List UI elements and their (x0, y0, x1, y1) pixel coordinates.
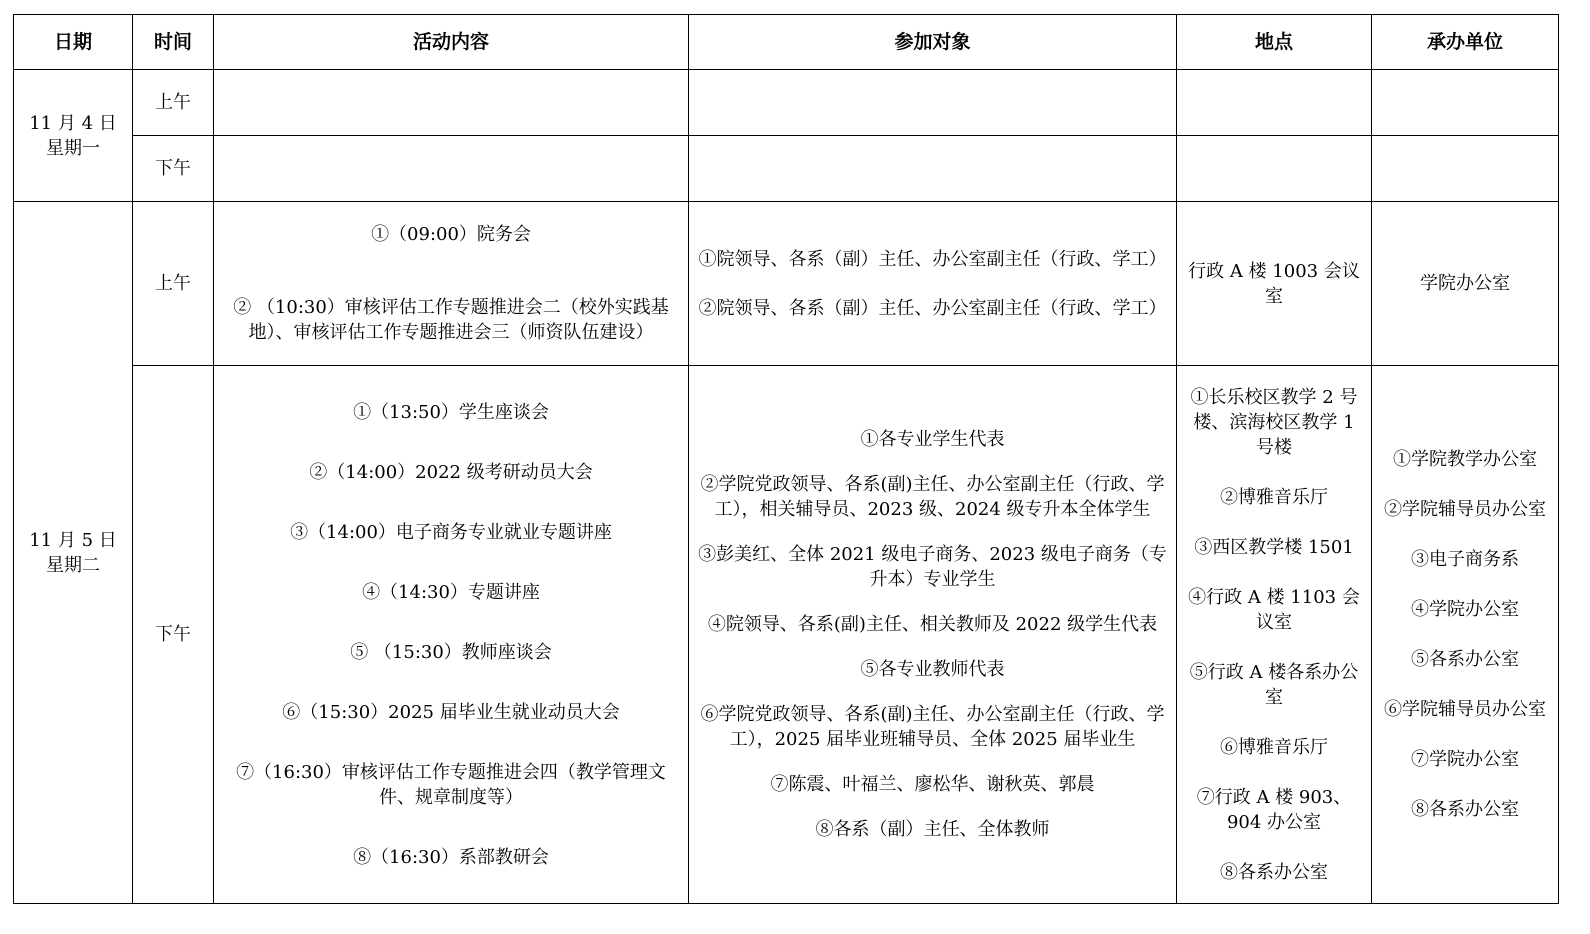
weekday-text: 星期一 (46, 137, 100, 159)
organizer-cell: 学院办公室 (1372, 202, 1559, 366)
header-participants: 参加对象 (689, 15, 1177, 70)
participant-item: ②学院党政领导、各系(副)主任、办公室副主任（行政、学工），相关辅导员、2023 级、2024 级专升本全体学生 (700, 474, 1165, 520)
participant-item: ④院领导、各系(副)主任、相关教师及 2022 级学生代表 (707, 614, 1158, 635)
header-organizer: 承办单位 (1372, 15, 1559, 70)
organizer-item: ⑦学院办公室 (1411, 749, 1519, 770)
location-cell: 行政 A 楼 1003 会议室 (1177, 202, 1372, 366)
table-row (14, 366, 1559, 904)
header-time: 时间 (133, 15, 214, 70)
time-cell: 上午 (133, 202, 214, 366)
activity-item: ①（13:50）学生座谈会 (353, 401, 549, 423)
location-item: ⑦行政 A 楼 903、904 办公室 (1196, 786, 1352, 833)
participant-item: ⑦陈震、叶福兰、廖松华、谢秋英、郭晨 (770, 774, 1095, 795)
participant-item: ⑧各系（副）主任、全体教师 (815, 819, 1050, 840)
activity-item: ④（14:30）专题讲座 (362, 581, 540, 603)
header-row (14, 15, 1559, 70)
location-item: ⑥博雅音乐厅 (1220, 736, 1328, 758)
activity-item: ② （10:30）审核评估工作专题推进会二（校外实践基地）、审核评估工作专题推进会三（师资队伍建设） (233, 297, 669, 343)
header-content: 活动内容 (214, 15, 689, 70)
header-date: 日期 (14, 15, 133, 70)
organizer-item: ③电子商务系 (1411, 549, 1519, 570)
time-cell: 下午 (133, 136, 214, 202)
location-item: ③西区教学楼 1501 (1194, 536, 1354, 558)
content-cell (214, 70, 689, 136)
location-cell (1177, 70, 1372, 136)
table-row (14, 136, 1559, 202)
organizer-item: ⑤各系办公室 (1411, 649, 1519, 670)
participants-cell (689, 202, 1177, 366)
participants-cell (689, 366, 1177, 904)
header-location: 地点 (1177, 15, 1372, 70)
location-item: ②博雅音乐厅 (1220, 486, 1328, 508)
organizer-item: ⑧各系办公室 (1411, 799, 1519, 820)
location-cell (1177, 136, 1372, 202)
location-item: ①长乐校区教学 2 号楼、滨海校区教学 1 号楼 (1190, 386, 1358, 458)
organizer-item: ①学院教学办公室 (1393, 449, 1537, 470)
content-cell (214, 366, 689, 904)
location-item: ⑤行政 A 楼各系办公室 (1189, 661, 1359, 708)
organizer-cell (1372, 70, 1559, 136)
time-cell: 下午 (133, 366, 214, 904)
activity-item: ⑦（16:30）审核评估工作专题推进会四（教学管理文件、规章制度等） (236, 761, 666, 808)
organizer-cell (1372, 136, 1559, 202)
activity-item: ①（09:00）院务会 (371, 224, 531, 245)
participant-item: ③彭美红、全体 2021 级电子商务、2023 级电子商务（专升本）专业学生 (698, 544, 1167, 590)
organizer-item: ②学院辅导员办公室 (1384, 499, 1546, 520)
activity-item: ②（14:00）2022 级考研动员大会 (309, 461, 593, 483)
organizer-item: ④学院办公室 (1411, 599, 1519, 620)
date-cell (14, 70, 133, 202)
participant-item: ⑤各专业教师代表 (860, 659, 1005, 680)
organizer-item: ⑥学院辅导员办公室 (1384, 699, 1546, 720)
time-cell: 上午 (133, 70, 214, 136)
weekday-text: 星期二 (46, 554, 100, 576)
participant-item: ①院领导、各系（副）主任、办公室副主任（行政、学工） (698, 248, 1167, 270)
activity-item: ③（14:00）电子商务专业就业专题讲座 (290, 521, 612, 543)
table-row (14, 70, 1559, 136)
location-item: ⑧各系办公室 (1220, 861, 1328, 883)
participant-item: ①各专业学生代表 (860, 429, 1005, 450)
participant-item: ⑥学院党政领导、各系(副)主任、办公室副主任（行政、学工），2025 届毕业班辅导员、全体 2025 届毕业生 (700, 704, 1165, 750)
table-row (14, 202, 1559, 366)
date-text: 11 月 4 日 (29, 112, 117, 134)
participants-cell (689, 136, 1177, 202)
location-item: ④行政 A 楼 1103 会议室 (1188, 586, 1360, 633)
activity-item: ⑧（16:30）系部教研会 (353, 846, 549, 868)
participant-item: ②院领导、各系（副）主任、办公室副主任（行政、学工） (698, 297, 1167, 319)
content-cell (214, 202, 689, 366)
date-cell (14, 202, 133, 904)
date-text: 11 月 5 日 (29, 529, 117, 551)
activity-item: ⑤ （15:30）教师座谈会 (350, 641, 552, 663)
organizer-cell (1372, 366, 1559, 904)
schedule-table (13, 14, 1559, 904)
participants-cell (689, 70, 1177, 136)
location-cell (1177, 366, 1372, 904)
activity-item: ⑥（15:30）2025 届毕业生就业动员大会 (282, 701, 620, 723)
content-cell (214, 136, 689, 202)
